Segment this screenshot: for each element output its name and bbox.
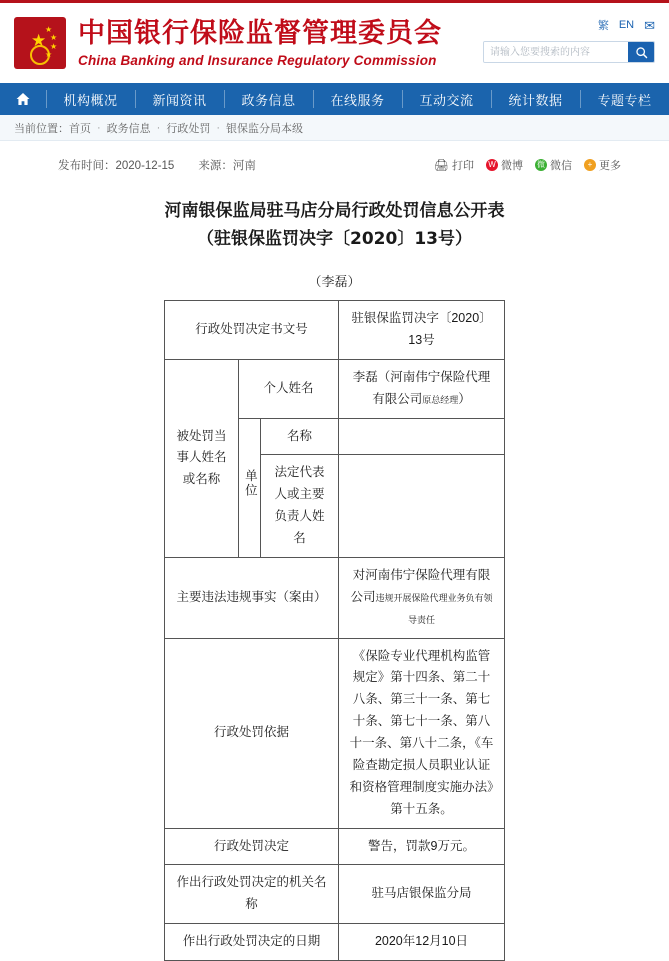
emblem-star-2: ★ <box>50 33 58 42</box>
site-title-en: China Banking and Insurance Regulatory Commission <box>78 52 437 68</box>
page-title-line2: （驻银保监罚决字〔2020〕13号） <box>197 229 472 250</box>
unit-label-text: 单位 <box>243 469 258 499</box>
article-source: 来源：河南 <box>198 160 256 172</box>
search-box[interactable] <box>483 41 655 63</box>
authority-value: 驻马店银保监分局 <box>339 865 505 924</box>
share-more-button[interactable] <box>584 157 621 173</box>
party-label-text: 被处罚当事人姓名或名称 <box>176 428 227 487</box>
table-row-decision <box>165 828 505 865</box>
person-name-value <box>339 359 505 418</box>
decision-value: 警告，罚款9万元。 <box>339 828 505 865</box>
print-button[interactable] <box>434 157 474 173</box>
nav-item-6[interactable]: 专题专栏 <box>580 83 669 115</box>
site-title-cn: 中国银行保险监督管理委员会 <box>78 18 442 50</box>
site-header <box>0 0 669 83</box>
unit-name-label: 名称 <box>261 418 339 455</box>
more-icon: + <box>584 159 596 171</box>
legal-rep-value <box>339 455 505 558</box>
legal-rep-label: 法定代表人或主要负责人姓名 <box>261 455 339 558</box>
facts-label: 主要违法违规事实（案由） <box>165 557 339 638</box>
home-icon <box>15 91 31 107</box>
main-nav <box>0 83 669 115</box>
table-row-facts <box>165 557 505 638</box>
basis-value: 《保险专业代理机构监管规定》第十四条、第二十八条、第三十一条、第七十条、第七十一条、第八十一条、第八十二条，《车险查勘定损人员职业认证和资格管理制度实施办法》第十五条。 <box>339 638 505 828</box>
page-title-line1: 河南银保监局驻马店分局行政处罚信息公开表 <box>164 201 505 221</box>
print-label: 打印 <box>452 160 474 172</box>
lang-english-link[interactable]: EN <box>618 19 635 31</box>
party-label <box>165 359 239 557</box>
breadcrumb-prefix: 当前位置： <box>14 122 69 135</box>
publish-time: 发布时间：2020-12-15 <box>58 160 175 172</box>
printer-icon: 🖨 <box>433 158 449 172</box>
document-subject: （李磊） <box>308 274 361 290</box>
page-content <box>0 147 669 961</box>
breadcrumb-sep-2: · <box>216 121 221 134</box>
authority-label: 作出行政处罚决定的机关名称 <box>165 865 339 924</box>
header-utilities <box>455 17 655 63</box>
doc-no-label: 行政处罚决定书文号 <box>165 301 339 360</box>
person-name-tail: ） <box>458 391 471 406</box>
wechat-icon: 微 <box>537 160 545 169</box>
wechat-label: 微信 <box>550 160 572 172</box>
share-weibo-button[interactable] <box>486 157 523 173</box>
weibo-label: 微博 <box>501 160 523 172</box>
penalty-table <box>164 300 505 961</box>
cbirc-emblem-icon <box>14 17 66 69</box>
person-name-label: 个人姓名 <box>239 359 339 418</box>
facts-value-note: 违规开展保险代理业务负有领导责任 <box>375 592 493 625</box>
share-wechat-button[interactable] <box>535 157 572 173</box>
facts-value-main: 对河南伟宁保险代理有限公司 <box>350 567 491 604</box>
unit-name-value <box>339 418 505 455</box>
breadcrumb-item-3[interactable]: 银保监分局本级 <box>226 122 304 135</box>
nav-item-0[interactable]: 机构概况 <box>46 83 135 115</box>
nav-item-4[interactable]: 互动交流 <box>402 83 491 115</box>
emblem-star-large: ★ <box>31 31 47 50</box>
nav-item-2[interactable]: 政务信息 <box>224 83 313 115</box>
breadcrumb-item-2[interactable]: 行政处罚 <box>166 122 211 135</box>
emblem-star-3: ★ <box>50 42 58 51</box>
breadcrumb-sep-0: · <box>97 121 101 134</box>
emblem-star-1: ★ <box>45 25 53 34</box>
table-row-date <box>165 924 505 961</box>
search-input[interactable] <box>484 42 628 62</box>
facts-value <box>339 557 505 638</box>
breadcrumb <box>0 115 669 141</box>
language-switcher <box>455 17 655 33</box>
lang-traditional-link[interactable]: 繁 <box>597 20 609 32</box>
date-value: 2020年12月10日 <box>339 924 505 961</box>
doc-no-value: 驻银保监罚决字〔2020〕13号 <box>339 301 505 360</box>
emblem-gear <box>30 45 53 65</box>
page-title <box>14 197 655 253</box>
table-row-person-name <box>165 359 505 418</box>
person-name-note: 原总经理 <box>422 394 459 405</box>
site-titles <box>78 18 442 67</box>
mail-icon[interactable]: ✉ <box>644 17 655 33</box>
table-row-basis <box>165 638 505 828</box>
nav-item-5[interactable]: 统计数据 <box>491 83 580 115</box>
share-bar <box>434 157 621 173</box>
table-row-authority <box>165 865 505 924</box>
nav-item-3[interactable]: 在线服务 <box>313 83 402 115</box>
emblem-star-4: ★ <box>45 50 53 59</box>
unit-label <box>239 418 261 557</box>
decision-label: 行政处罚决定 <box>165 828 339 865</box>
person-name-main: 李磊（河南伟宁保险代理有限公司 <box>352 369 491 406</box>
breadcrumb-sep-1: · <box>156 121 161 134</box>
table-row-doc-no <box>165 301 505 360</box>
weibo-icon: W <box>486 159 498 171</box>
article-meta-left <box>58 157 256 173</box>
nav-home-button[interactable] <box>0 83 46 115</box>
breadcrumb-item-1[interactable]: 政务信息 <box>106 122 151 135</box>
more-label: 更多 <box>599 160 621 172</box>
nav-item-1[interactable]: 新闻资讯 <box>135 83 224 115</box>
search-button[interactable] <box>628 42 654 62</box>
breadcrumb-item-0[interactable]: 首页 <box>69 122 91 135</box>
article-meta <box>14 147 655 183</box>
date-label: 作出行政处罚决定的日期 <box>165 924 339 961</box>
basis-label: 行政处罚依据 <box>165 638 339 828</box>
